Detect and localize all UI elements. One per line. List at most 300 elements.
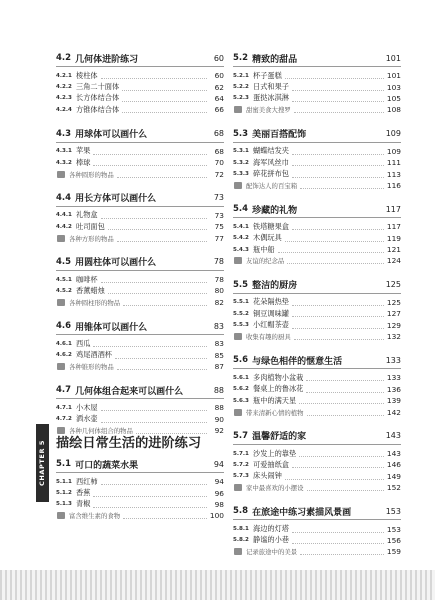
dot-leader (93, 148, 207, 155)
note-label: 各种圆柱形的物品 (69, 298, 121, 307)
entry-label: 沙发上的靠垫 (253, 448, 297, 458)
toc-entry[interactable] (56, 285, 224, 296)
toc-section (233, 126, 401, 192)
entry-number: 5.6.1 (233, 374, 249, 381)
entry-number: 5.3.1 (233, 148, 249, 155)
toc-section (56, 190, 224, 244)
entry-label: 苹果 (76, 146, 91, 156)
entry-label: 日式和果子 (253, 82, 289, 92)
toc-entry[interactable] (56, 338, 224, 349)
toc-entry[interactable] (233, 297, 401, 308)
toc-entry[interactable] (233, 157, 401, 168)
entry-page: 111 (386, 158, 401, 168)
dot-leader (300, 182, 384, 189)
section-number: 5.6 (233, 355, 249, 366)
toc-entry[interactable] (56, 499, 224, 510)
toc-right-column (233, 50, 401, 568)
dot-leader (294, 333, 384, 340)
entry-number: 5.6.2 (233, 386, 249, 393)
entry-number: 5.7.1 (233, 450, 249, 457)
section-page: 83 (213, 321, 224, 331)
section-heading[interactable] (233, 201, 401, 218)
toc-section (56, 318, 224, 372)
toc-note-entry[interactable] (56, 233, 224, 244)
note-book-icon (234, 333, 242, 340)
entry-label: 铜豆调味罐 (253, 308, 289, 318)
dot-leader (117, 171, 207, 178)
section-title: 美丽百搭配饰 (252, 130, 307, 141)
toc-entry[interactable] (56, 157, 224, 168)
entry-page: 70 (214, 158, 224, 168)
toc-note-entry[interactable] (233, 255, 401, 266)
entry-page: 139 (386, 396, 401, 406)
toc-note-entry[interactable] (233, 180, 401, 191)
section-title: 与绿色相伴的惬意生活 (252, 356, 343, 367)
note-page: 142 (386, 407, 401, 417)
entry-label: 瓶中的满天星 (253, 395, 297, 405)
entry-page: 156 (386, 535, 401, 545)
toc-entry[interactable] (233, 395, 401, 406)
dot-leader (292, 159, 384, 166)
entry-number: 5.2.1 (233, 72, 249, 79)
entry-page: 96 (214, 488, 224, 498)
entry-number: 5.8.2 (233, 537, 249, 544)
toc-note-entry[interactable] (233, 331, 401, 342)
toc-left-column-chapter5 (56, 456, 224, 532)
section-title: 温馨舒适的家 (252, 432, 307, 443)
dot-leader (299, 397, 384, 404)
section-title: 几何体进阶练习 (75, 54, 139, 65)
entry-page: 121 (386, 245, 401, 255)
toc-note-entry[interactable] (233, 406, 401, 417)
dot-leader (285, 235, 384, 242)
note-label: 收集有趣的厨具 (246, 333, 291, 342)
entry-page: 85 (214, 350, 224, 360)
section-number: 4.4 (56, 192, 72, 203)
note-label: 家中最喜欢的小摆设 (246, 484, 304, 493)
section-page: 88 (213, 385, 224, 395)
dot-leader (93, 501, 207, 508)
entry-number: 5.4.2 (233, 235, 249, 242)
section-heading[interactable] (56, 254, 224, 271)
entry-number: 5.2.3 (233, 95, 249, 102)
toc-entry[interactable] (233, 233, 401, 244)
toc-entry[interactable] (56, 93, 224, 104)
toc-entry[interactable] (233, 146, 401, 157)
entry-number: 5.4.1 (233, 223, 249, 230)
section-heading[interactable] (233, 126, 401, 143)
entry-page: 103 (386, 82, 401, 92)
dot-leader (292, 148, 384, 155)
dot-leader (307, 409, 384, 416)
entry-number: 5.3.3 (233, 171, 249, 178)
entry-number: 4.2.3 (56, 95, 72, 102)
note-book-icon (57, 363, 65, 370)
entry-label: 西瓜 (76, 338, 91, 348)
note-book-icon (234, 257, 242, 264)
toc-entry[interactable] (233, 244, 401, 255)
section-number: 4.2 (56, 53, 72, 63)
entry-label: 杯子蛋糕 (253, 70, 282, 80)
entry-label: 棒球 (76, 157, 91, 167)
section-heading[interactable] (233, 50, 401, 67)
section-number: 4.6 (56, 321, 72, 332)
entry-label: 洒水壶 (76, 414, 98, 424)
section-number: 5.4 (233, 204, 249, 215)
note-page: 100 (209, 511, 224, 521)
entry-page: 117 (386, 222, 401, 232)
note-page: 124 (386, 256, 401, 266)
entry-label: 咖啡杯 (76, 274, 98, 284)
toc-section (56, 126, 224, 180)
dot-leader (292, 526, 384, 533)
note-book-icon (234, 106, 242, 113)
section-heading[interactable] (56, 126, 224, 143)
section-heading[interactable] (233, 428, 401, 445)
toc-section (233, 201, 401, 267)
dot-leader (101, 276, 207, 283)
toc-entry[interactable] (233, 93, 401, 104)
entry-label: 长方体结合体 (76, 93, 120, 103)
toc-entry[interactable] (233, 70, 401, 81)
entry-label: 花朵隔热垫 (253, 297, 289, 307)
entry-number: 5.5.1 (233, 299, 249, 306)
section-number: 5.3 (233, 128, 249, 139)
note-label: 富含维生素的食物 (69, 512, 121, 521)
toc-entry[interactable] (56, 274, 224, 285)
entry-number: 5.5.2 (233, 310, 249, 317)
toc-note-entry[interactable] (56, 361, 224, 372)
note-book-icon (57, 299, 65, 306)
dot-leader (122, 106, 207, 113)
note-page: 77 (214, 233, 224, 243)
dot-leader (285, 72, 384, 79)
dot-leader (285, 473, 384, 480)
dot-leader (292, 171, 384, 178)
section-title: 珍藏的礼物 (252, 205, 298, 216)
toc-entry[interactable] (56, 146, 224, 157)
toc-section (233, 428, 401, 494)
entry-label: 香蕉 (76, 488, 91, 498)
section-heading[interactable] (56, 190, 224, 207)
section-page: 73 (213, 193, 224, 203)
note-label: 配饰达人的百宝箱 (246, 181, 298, 190)
entry-page: 125 (386, 297, 401, 307)
section-title: 用球体可以画什么 (75, 130, 148, 141)
dot-leader (117, 235, 207, 242)
entry-page: 119 (386, 233, 401, 243)
entry-number: 4.2.1 (56, 72, 72, 79)
entry-number: 5.5.3 (233, 322, 249, 329)
toc-entry[interactable] (56, 70, 224, 81)
entry-page: 98 (214, 499, 224, 509)
entry-page: 80 (214, 286, 224, 296)
section-heading[interactable] (56, 318, 224, 335)
note-page: 152 (386, 483, 401, 493)
note-label: 各种方形的物品 (69, 234, 114, 243)
section-page: 117 (385, 204, 401, 214)
note-book-icon (57, 512, 65, 519)
dot-leader (299, 450, 384, 457)
toc-note-entry[interactable] (233, 482, 401, 493)
section-heading[interactable] (233, 352, 401, 369)
entry-label: 多肉植物小盆栽 (253, 372, 304, 382)
dot-leader (292, 537, 384, 544)
toc-entry[interactable] (233, 459, 401, 470)
toc-entry[interactable] (233, 471, 401, 482)
section-number: 5.1 (56, 459, 72, 469)
toc-note-entry[interactable] (56, 297, 224, 308)
entry-number: 5.7.2 (233, 461, 249, 468)
section-page: 68 (213, 129, 224, 139)
entry-label: 蝴蝶结发夹 (253, 146, 289, 156)
toc-entry[interactable] (233, 372, 401, 383)
dot-leader (292, 223, 384, 230)
entry-number: 4.4.2 (56, 223, 72, 230)
dot-leader (101, 478, 207, 485)
section-heading[interactable] (56, 50, 224, 67)
note-book-icon (57, 235, 65, 242)
section-page: 78 (213, 257, 224, 267)
dot-leader (123, 512, 207, 519)
entry-page: 101 (386, 71, 401, 81)
entry-number: 5.4.3 (233, 246, 249, 253)
entry-label: 三角二十面体 (76, 82, 120, 92)
toc-entry[interactable] (56, 221, 224, 232)
section-title: 可口的蔬菜水果 (75, 460, 139, 471)
note-label: 记录旅途中的美景 (246, 548, 298, 557)
toc-section (56, 50, 224, 116)
entry-page: 62 (214, 82, 224, 92)
entry-label: 礼物盒 (76, 210, 98, 220)
toc-section (56, 382, 224, 436)
dot-leader (278, 246, 384, 253)
entry-page: 66 (214, 105, 224, 115)
entry-label: 瓶中船 (253, 244, 275, 254)
entry-page: 146 (386, 460, 401, 470)
section-title: 用圆柱体可以画什么 (75, 258, 157, 269)
note-page: 82 (214, 297, 224, 307)
toc-entry[interactable] (233, 523, 401, 534)
toc-section (56, 254, 224, 308)
toc-entry[interactable] (56, 349, 224, 360)
entry-number: 4.6.1 (56, 340, 72, 347)
entry-page: 153 (386, 524, 401, 534)
section-heading[interactable] (56, 456, 224, 473)
entry-label: 方锥体结合体 (76, 104, 120, 114)
dot-leader (306, 374, 384, 381)
section-number: 5.7 (233, 430, 249, 441)
entry-page: 68 (214, 146, 224, 156)
note-label: 各种几何体组合的物品 (69, 427, 133, 436)
section-heading[interactable] (233, 503, 401, 520)
toc-section (233, 352, 401, 418)
section-title: 整洁的厨房 (252, 281, 298, 292)
dot-leader (101, 72, 207, 79)
entry-page: 73 (214, 210, 224, 220)
dot-leader (292, 461, 384, 468)
section-number: 4.7 (56, 385, 72, 396)
toc-entry[interactable] (56, 487, 224, 498)
note-label: 甜蜜美食大搜罗 (246, 106, 291, 115)
note-label: 各种圆形的物品 (69, 170, 114, 179)
section-page: 101 (385, 53, 401, 63)
dot-leader (122, 84, 207, 91)
entry-label: 铁塔糖果盒 (253, 221, 289, 231)
entry-number: 5.1.3 (56, 501, 72, 508)
note-page: 159 (386, 547, 401, 557)
dot-leader (101, 404, 207, 411)
dot-leader (292, 299, 384, 306)
dot-leader (292, 322, 384, 329)
toc-entry[interactable] (56, 402, 224, 413)
chapter-tag-label: CHAPTER 5 (38, 439, 47, 487)
entry-label: 吐司面包 (76, 221, 105, 231)
entry-label: 碎花拼布包 (253, 169, 289, 179)
entry-number: 5.7.3 (233, 473, 249, 480)
entry-page: 136 (386, 384, 401, 394)
entry-label: 静谧的小巷 (253, 535, 289, 545)
toc-entry[interactable] (233, 448, 401, 459)
section-heading[interactable] (233, 277, 401, 294)
entry-number: 4.7.1 (56, 404, 72, 411)
note-book-icon (57, 171, 65, 178)
note-book-icon (234, 548, 242, 555)
dot-leader (300, 548, 384, 555)
entry-page: 127 (386, 309, 401, 319)
section-number: 5.8 (233, 506, 249, 517)
entry-page: 64 (214, 93, 224, 103)
note-page: 116 (386, 180, 401, 190)
entry-label: 香薰蜡烛 (76, 285, 105, 295)
entry-number: 5.8.1 (233, 526, 249, 533)
entry-label: 可爱抽纸盒 (253, 459, 289, 469)
dot-leader (292, 84, 384, 91)
note-page: 92 (214, 426, 224, 436)
toc-note-entry[interactable] (233, 546, 401, 557)
entry-number: 5.1.1 (56, 478, 72, 485)
section-number: 4.5 (56, 256, 72, 267)
section-page: 153 (385, 506, 401, 516)
section-page: 109 (385, 129, 401, 139)
entry-number: 5.6.3 (233, 397, 249, 404)
toc-left-column (56, 50, 224, 446)
section-page: 94 (213, 459, 224, 469)
note-page: 87 (214, 362, 224, 372)
section-page: 60 (213, 53, 224, 63)
bottom-decorative-band (0, 570, 435, 600)
note-label: 友谊的纪念品 (246, 257, 285, 266)
toc-entry[interactable] (233, 319, 401, 330)
entry-page: 78 (214, 275, 224, 285)
entry-page: 90 (214, 414, 224, 424)
toc-entry[interactable] (56, 210, 224, 221)
dot-leader (306, 386, 384, 393)
entry-number: 4.6.2 (56, 352, 72, 359)
entry-page: 75 (214, 222, 224, 232)
section-number: 5.2 (233, 53, 249, 63)
dot-leader (292, 95, 384, 102)
entry-page: 60 (214, 71, 224, 81)
entry-label: 海边的灯塔 (253, 524, 289, 534)
entry-label: 棱柱体 (76, 70, 98, 80)
entry-label: 蛋挞冰淇淋 (253, 93, 289, 103)
entry-number: 4.4.1 (56, 212, 72, 219)
entry-number: 5.2.2 (233, 84, 249, 91)
section-number: 4.3 (56, 128, 72, 139)
entry-page: 143 (386, 449, 401, 458)
section-title: 精致的甜品 (252, 54, 298, 65)
entry-label: 木偶玩具 (253, 233, 282, 243)
dot-leader (101, 212, 207, 219)
entry-page: 129 (386, 320, 401, 330)
section-page: 133 (385, 355, 401, 365)
dot-leader (292, 310, 384, 317)
section-title: 在旅途中练习素描风景画 (252, 507, 352, 518)
toc-section (233, 277, 401, 343)
note-book-icon (234, 409, 242, 416)
toc-entry[interactable] (56, 414, 224, 425)
entry-label: 床头闹钟 (253, 471, 282, 481)
dot-leader (294, 106, 384, 113)
note-page: 108 (386, 105, 401, 115)
chapter-title: 描绘日常生活的进阶练习 (56, 436, 202, 451)
note-page: 72 (214, 169, 224, 179)
dot-leader (123, 299, 207, 306)
entry-page: 113 (386, 169, 401, 179)
toc-section (233, 50, 401, 116)
toc-entry[interactable] (56, 81, 224, 92)
note-book-icon (234, 484, 242, 491)
toc-entry[interactable] (233, 221, 401, 232)
toc-entry[interactable] (56, 476, 224, 487)
section-title: 几何体组合起来可以画什么 (75, 386, 184, 397)
toc-entry[interactable] (233, 168, 401, 179)
note-page: 132 (386, 332, 401, 342)
entry-label: 鸡尾酒酒杯 (76, 350, 112, 360)
entry-number: 4.2.4 (56, 106, 72, 113)
entry-page: 109 (386, 146, 401, 156)
toc-entry[interactable] (56, 104, 224, 115)
toc-note-entry[interactable] (233, 104, 401, 115)
toc-entry[interactable] (233, 308, 401, 319)
entry-number: 5.3.2 (233, 159, 249, 166)
dot-leader (93, 340, 207, 347)
entry-number: 4.2.2 (56, 84, 72, 91)
toc-note-entry[interactable] (56, 510, 224, 521)
toc-note-entry[interactable] (56, 168, 224, 179)
section-page: 143 (385, 431, 401, 441)
entry-page: 133 (386, 373, 401, 383)
section-heading[interactable] (56, 382, 224, 399)
note-label: 各种锥形的物品 (69, 363, 114, 372)
dot-leader (93, 159, 207, 166)
dot-leader (117, 363, 207, 370)
dot-leader (93, 490, 207, 497)
toc-entry[interactable] (233, 535, 401, 546)
dot-leader (307, 484, 384, 491)
entry-number: 4.3.1 (56, 148, 72, 155)
entry-page: 94 (214, 477, 224, 487)
section-title: 用长方体可以画什么 (75, 194, 157, 205)
toc-entry[interactable] (233, 81, 401, 92)
entry-page: 88 (214, 403, 224, 413)
dot-leader (101, 416, 207, 423)
section-page: 125 (385, 280, 401, 290)
chapter-tag (36, 424, 49, 502)
entry-number: 4.7.2 (56, 416, 72, 423)
toc-entry[interactable] (233, 384, 401, 395)
